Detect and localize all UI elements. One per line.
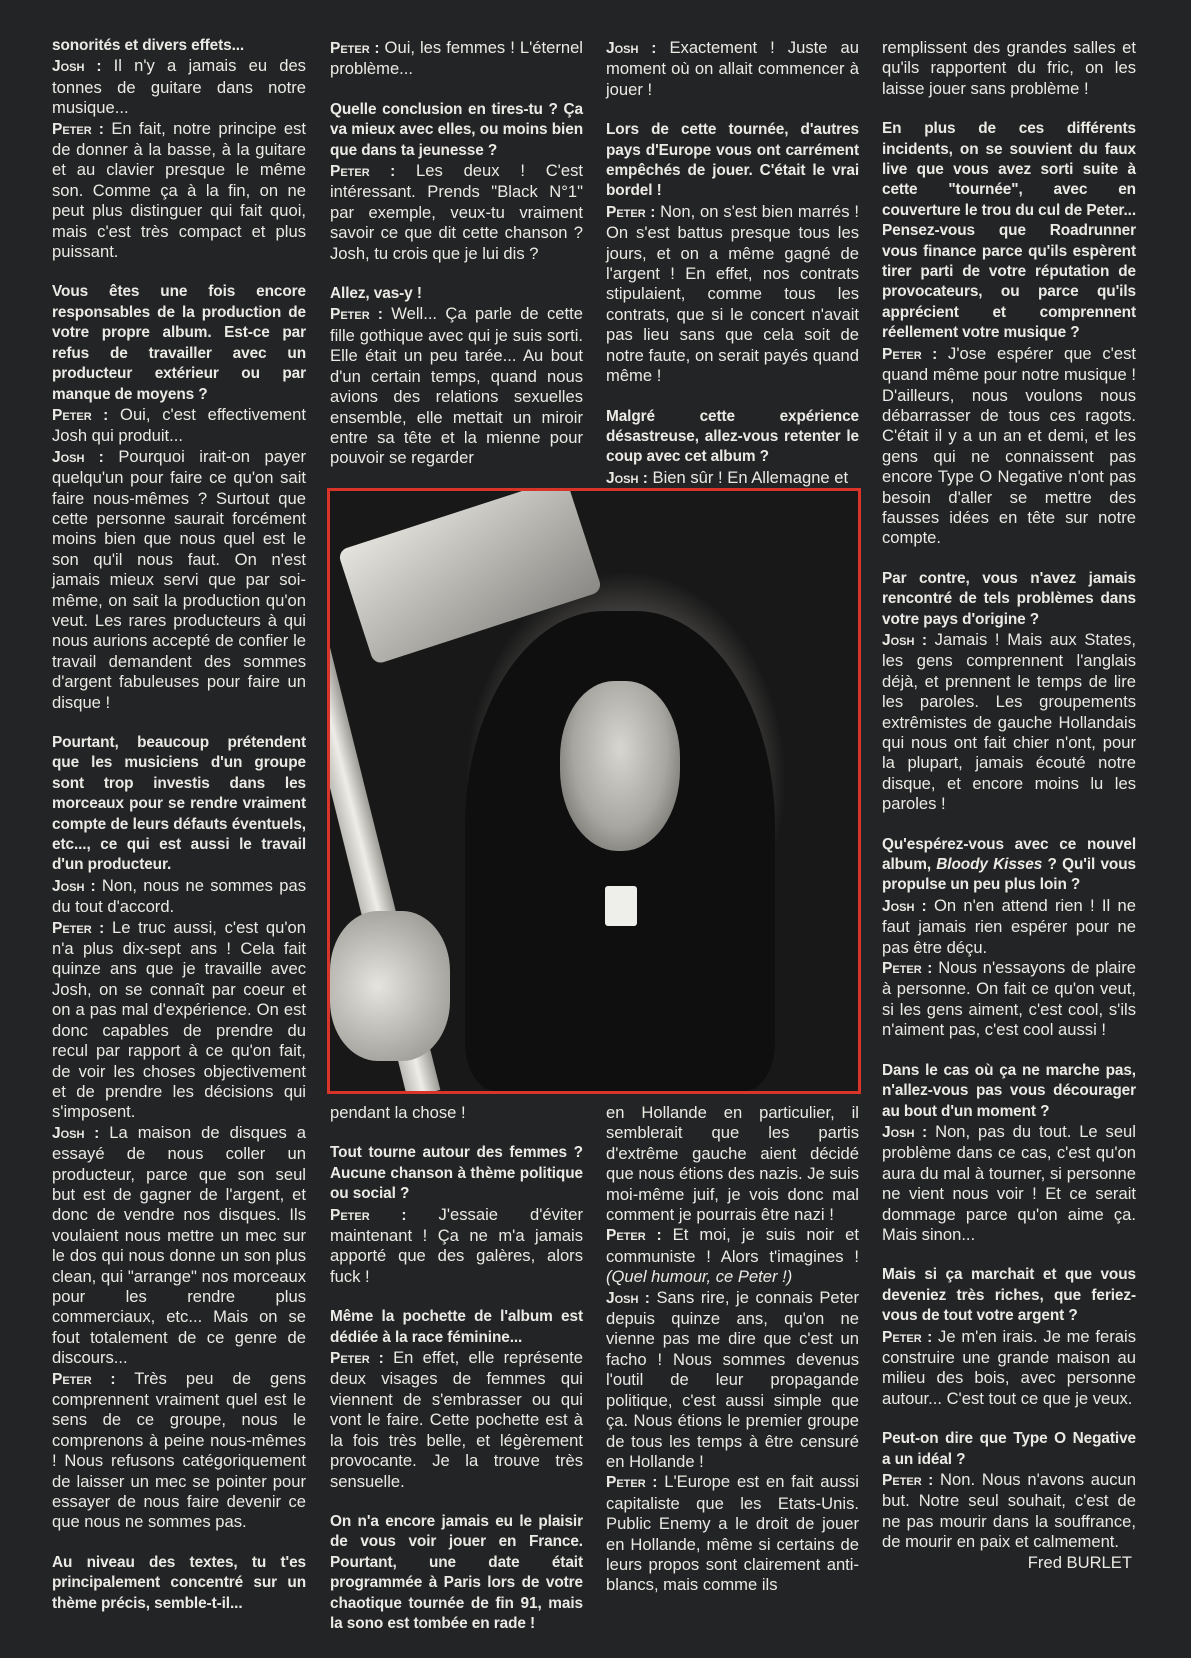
speaker: Peter : [330,40,380,57]
speaker: Peter : [882,345,938,363]
answer [606,38,859,100]
answer-text: Je m'en irais. Je me ferais construire une grande maison au milieu des bois, avec personne autour... C'est tout ce que je veux. [882,1326,1136,1408]
speaker: Peter : [330,1206,407,1224]
answer [882,958,1136,1041]
speaker: Josh : [606,469,648,487]
question: Mais si ça marchait et que vous deveniez très riches, que feriez-vous de tout votre argent ? [882,1266,1136,1325]
question: Dans le cas où ça ne marche pas, n'allez-vous pas vous décourager au bout d'un moment ? [882,1061,1136,1120]
answer-text: En fait, notre principe est de donner à la basse, à la guitare et au clavier presque le même son. Comme ça à la fin, on ne peut plus distinguer qui fait quoi, mais c'est très compact et plus puissant. [52,118,306,262]
question: Peut-on dire que Type O Negative a un idéal ? [882,1430,1136,1468]
article-column-3 [606,38,859,489]
answer [52,918,306,1123]
answer [52,876,306,918]
hand [330,911,450,1061]
question: Par contre, vous n'avez jamais rencontré de tels problèmes dans votre pays d'origine ? [882,569,1136,628]
answer-text: Très peu de gens comprennent vraiment quel est le sens de ce groupe, nous le comprenons à peine nous-mêmes ! Nous refusons catégoriquement de laisser un mec se pointer pour essayer de nous faire devenir ce que nous ne sommes pas. [52,1368,306,1532]
answer-text: Well... Ça parle de cette fille gothique avec qui je suis sorti. Elle était un peu tarée... Au bout d'un certain temps, quand nous avions des relations sexuelles ensemble, elle mettait un miroir entre sa tête et la mienne pour pouvoir se regarder [330,304,583,468]
answer [52,1123,306,1369]
question-text: ? Qu'il vous propulse un peu plus loin ? [882,856,1136,894]
speaker: Peter : [330,306,383,324]
answer-text: Non, on s'est bien marrés ! On s'est battus presque tous les jours, et on a même gagné de l'argent ! En effet, nos contrats stipulaient, comme tous les contrats, que si le concert n'avait pas lieu sans que cela soit de notre faute, on serait payés quand même ! [606,201,859,386]
speaker: Peter : [606,203,656,221]
answer-text: On n'en attend rien ! Il ne faut jamais rien espérer pour ne pas être déçu. [882,895,1136,957]
speaker: Peter : [882,1472,934,1489]
answer-text: Il n'y a jamais eu des tonnes de guitare dans notre musique... [52,56,306,118]
answer-text: Les deux ! C'est intéressant. Prends "Black N°1" par exemple, veux-tu vraiment savoir ce que dit cette chanson ? Josh, tu crois que je lui dis ? [330,161,583,263]
article-column-2 [330,38,583,469]
question: Allez, vas-y ! [330,285,422,303]
article-column-4 [882,38,1136,1573]
speaker: Josh : [882,631,927,649]
answer [330,38,583,80]
speaker: Peter : [882,1328,933,1346]
answer [882,344,1136,549]
article-column-1 [52,36,306,1614]
answer-text: Le truc aussi, c'est qu'on n'a plus dix-sept ans ! Cela fait quinze ans que je travaille avec Josh, on se connaît par coeur et on a pas mal d'expérience. On est donc capables de prendre du recul par rapport à ce qu'on fait, de voir les choses objectivement et de prendre les décisions qui s'imposent. [52,917,307,1122]
answer [52,1369,306,1533]
question: Malgré cette expérience désastreuse, allez-vous retenter le coup avec cet album ? [606,407,859,466]
answer-text: Bien sûr ! En Allemagne et [647,467,849,487]
answer-text: Pourquoi irait-on payer quelqu'un pour faire ce qu'on sait faire nous-mêmes ? Surtout que cette personne saurait forcément moins bien que nous quel est le son qu'il nous faut. On n'est jamais mieux servi que par soi-même, on sait la production qu'on veut. Les rares producteurs à qui nous aurions accepté de confier le travail demandent des sommes d'argent fabuleuses pour faire un disque ! [52,446,306,712]
question: Même la pochette de l'album est dédiée à la race féminine... [330,1308,583,1346]
answer-text: Oui, c'est effectivement Josh qui produit... [52,404,306,446]
answer [52,405,306,447]
speaker: Peter : [606,1474,658,1492]
speaker: Josh : [882,897,927,915]
article-column-3-bottom [606,1103,859,1596]
answer-text: J'ose espérer que c'est quand même pour notre musique ! D'ailleurs, nous voulons nous débarrasser de tous ces ragots. C'était il y a un an et demi, et les gens qui ne connaissent pas encore Type O Negative n'ont pas besoin d'aller se mettre des fausses idées en tête sur notre compte. [882,343,1136,548]
answer-text: Oui, les femmes ! L'éternel problème... [330,38,583,79]
answer-text: Non, nous ne sommes pas du tout d'accord. [52,875,306,917]
answer [882,896,1136,958]
answer-text: remplissent des grandes salles et qu'ils rapportent du fric, on les laisse jouer sans problème ! [882,38,1136,98]
answer [52,56,306,118]
answer [606,202,859,387]
answer [882,1122,1136,1245]
answer-text: En effet, elle représente deux visages de femmes qui viennent de s'embrasser ou qui vont le faire. Cette pochette est à la fois très belle, et légèrement provocante. Je la trouve très sensuelle. [330,1348,583,1491]
answer-text: J'essaie d'éviter maintenant ! Ça ne m'a jamais apporté que des galères, alors fuck ! [330,1204,583,1286]
question: Lors de cette tournée, d'autres pays d'Europe vous ont carrément empêchés de jouer. C'était le vrai bordel ! [606,121,859,200]
clerical-collar [605,886,637,926]
answer-text: Et moi, je suis noir et communiste ! Alors t'imagines ! [606,1225,859,1266]
speaker: Peter : [330,1350,384,1368]
question [882,835,1136,896]
answer-text: Exactement ! Juste au moment où on allait commencer à jouer ! [606,38,859,99]
speaker: Josh : [52,877,96,895]
answer-text: en Hollande en particulier, il semblerait que les partis d'extrême gauche aient décidé que nous étions des nazis. Je suis moi-même juif, je vois donc mal comment je pourrais être nazi ! [606,1103,859,1225]
face [560,681,680,851]
answer-text: Sans rire, je connais Peter depuis quinze ans, qu'on ne vienne pas me dire que c'est un facho ! Nous sommes devenus l'outil de leur propagande politique, c'est aussi simple que ça. Nous étions le premier groupe de tous les temps à être censuré en Hollande ! [606,1287,859,1471]
answer [882,1327,1136,1410]
question: On n'a encore jamais eu le plaisir de vous voir jouer en France. Pourtant, une date était programmée à Paris lors de votre chaotique tournée de fin 91, mais la sono est tombée en rade ! [330,1512,583,1632]
speaker: Peter : [52,406,109,424]
speaker: Peter : [52,120,104,138]
speaker: Josh : [606,40,657,57]
answer [330,161,583,264]
question: Vous êtes une fois encore responsables de la production de votre propre album. Est-ce par refus de travailler avec un producteur extérieur ou par manque de moyens ? [52,283,306,403]
answer-text: Nous n'essayons de plaire à personne. On fait ce qu'on veut, si les gens aiment, c'est cool, s'ils n'aiment pas, c'est cool aussi ! [882,958,1136,1040]
answer [882,1470,1136,1553]
answer [606,1288,859,1473]
answer [330,304,583,468]
editor-note: (Quel humour, ce Peter !) [606,1267,793,1287]
question-text: Qu'espérez-vous avec ce nouvel album, [882,835,1136,874]
answer [52,447,306,713]
answer [606,468,859,489]
speaker: Josh : [52,58,102,76]
answer-text: Non, pas du tout. Le seul problème dans ce cas, c'est qu'on aura du mal à tourner, si personne ne vient nous voir ! Et ce serait dommage parce qu'on aime ça. Mais sinon... [882,1121,1136,1244]
question: sonorités et divers effets... [52,37,245,54]
speaker: Peter : [606,1227,662,1245]
speaker: Josh : [882,1123,928,1141]
question: Pourtant, beaucoup prétendent que les musiciens d'un groupe sont trop investis dans les morceaux pour se rendre vraiment compte de leurs défauts éventuels, etc..., ce qui est aussi le travail d'un producteur. [52,734,306,874]
speaker: Peter : [52,1370,116,1388]
answer [52,119,306,263]
article-column-2-bottom [330,1103,583,1634]
speaker: Josh : [52,1124,100,1142]
album-title: Bloody Kisses [936,856,1043,874]
answer [606,1225,859,1287]
question: Au niveau des textes, tu t'es principalement concentré sur un thème précis, semble-t-il... [52,1553,306,1612]
speaker: Peter : [52,919,105,937]
answer-text: La maison de disques a essayé de nous coller un producteur, parce que son seul but est de gagner de l'argent, et donc de vendre nos disques. Ils voulaient nous mettre un mec sur le dos qui nous donne un son plus clean, qui "arrange" nos morceaux pour les rendre plus commerciaux, etc... Mais on se fout totalement de ce genre de discours... [52,1122,306,1368]
answer-text: Non. Nous n'avons aucun but. Notre seul souhait, c'est de ne pas mourir dans la souffrance, de mourir en paix et calmement. [882,1470,1136,1552]
answer [330,1205,583,1288]
author-byline: Fred BURLET [1027,1552,1132,1572]
band-member-photo [327,488,861,1094]
answer-text: pendant la chose ! [330,1103,466,1122]
question: En plus de ces différents incidents, on se souvient du faux live que vous avez sorti suite à cette "tournée", avec en couverture le trou du cul de Peter... Pensez-vous que Roadrunner vous finance parce qu'ils espèrent tirer parti de votre réputation de provocateurs, ou parce qu'ils apprécient et comprennent réellement votre musique ? [882,120,1136,342]
speaker: Josh : [52,448,104,466]
question: Quelle conclusion en tires-tu ? Ça va mieux avec elles, ou moins bien que dans ta jeunesse ? [330,100,583,159]
speaker: Peter : [330,163,396,181]
question: Tout tourne autour des femmes ? Aucune chanson à thème politique ou social ? [330,1144,583,1203]
answer-text: L'Europe est en fait aussi capitaliste que les Etats-Unis. Public Enemy a le droit de jouer en Hollande, même si certains de leurs propos sont clairement anti-blancs, mais comme ils [606,1472,859,1595]
answer [882,630,1136,815]
answer-text: Jamais ! Mais aux States, les gens comprennent l'anglais déjà, et prennent le temps de lire les paroles. Les groupements extrêmistes de gauche Hollandais qui nous ont fait chier n'ont, pour la plupart, jamais écouté notre disque, et encore moins lu les paroles ! [882,629,1136,814]
answer [606,1472,859,1595]
speaker: Josh : [606,1289,650,1307]
speaker: Peter : [882,960,933,978]
answer [330,1348,583,1492]
